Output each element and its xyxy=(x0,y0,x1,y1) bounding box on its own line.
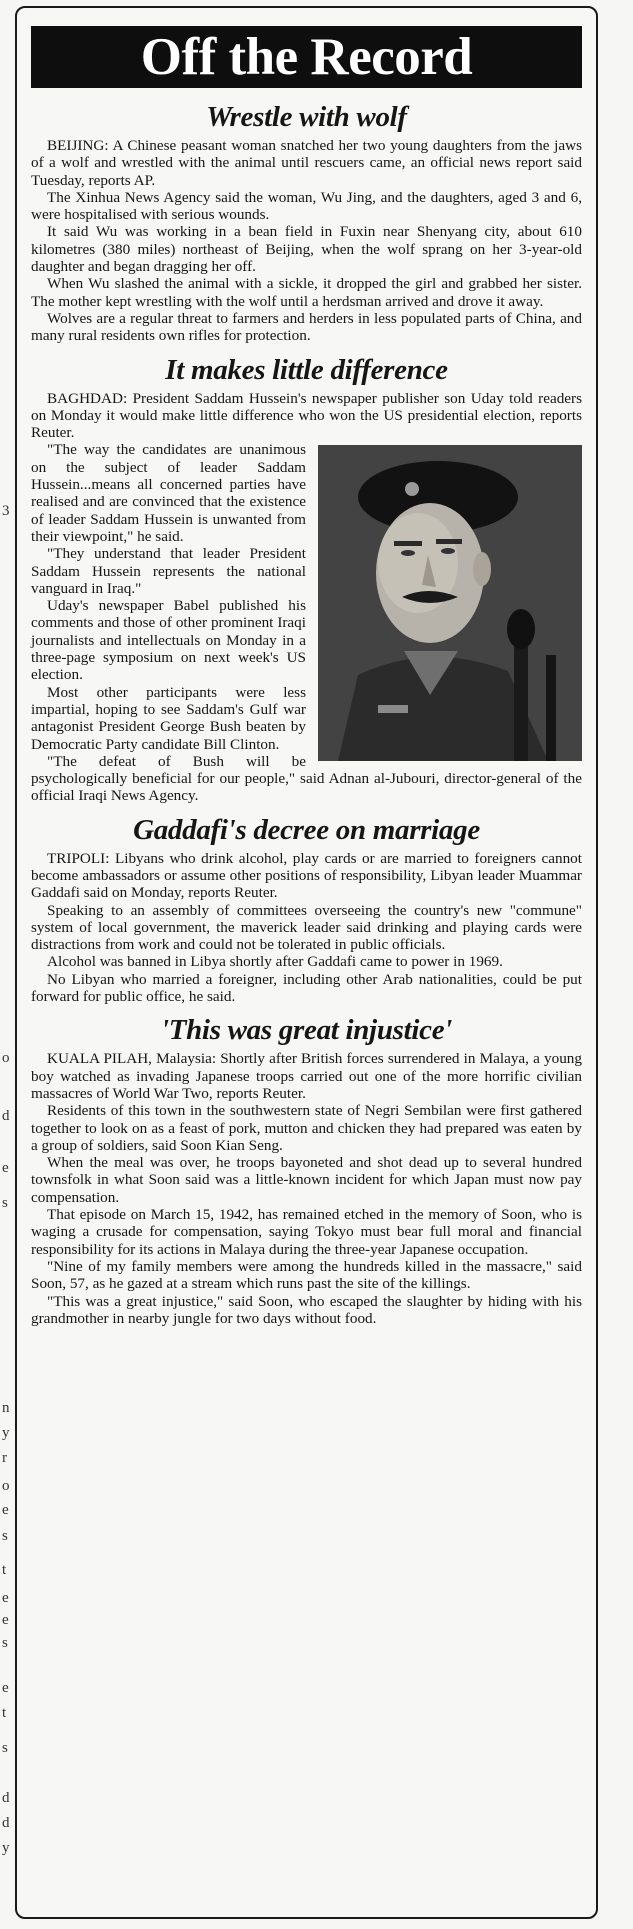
story-paragraph: No Libyan who married a foreigner, including other Arab nationalities, could be put forward for public office, he said. xyxy=(31,970,582,1006)
margin-fragment: 3 xyxy=(2,503,10,519)
margin-fragment: y xyxy=(2,1840,10,1856)
story-headline: Wrestle with wolf xyxy=(206,101,407,133)
margin-fragment: o xyxy=(2,1478,10,1494)
story-paragraph: "Nine of my family members were among the hundreds killed in the massacre," said Soon, 57, as he gazed at a stream which runs past the site of the killings. xyxy=(31,1257,582,1293)
story-paragraph: When the meal was over, he troops bayoneted and shot dead up to several hundred townsfolk in what Soon said was a little-known incident for which Japan must now pay compensation. xyxy=(31,1154,582,1206)
margin-fragment: e xyxy=(2,1502,9,1518)
story-paragraph: BAGHDAD: President Saddam Hussein's newspaper publisher son Uday told readers on Monday it would make little difference who won the US presidential election, reports Reuter. xyxy=(31,389,582,442)
story-paragraph: That episode on March 15, 1942, has remained etched in the memory of Soon, who is waging a crusade for compensation, saying Tokyo must bear full moral and financial responsibility for its actions in Malaya during the three-year Japanese occupation. xyxy=(31,1206,582,1258)
story-headline: Gaddafi's decree on marriage xyxy=(133,813,480,846)
portrait-illustration xyxy=(318,445,582,761)
story-paragraph: "They understand that leader President Saddam Hussein represents the national vanguard in Iraq." xyxy=(31,545,306,597)
story-wrestle-with-wolf xyxy=(31,100,582,345)
story-paragraph: TRIPOLI: Libyans who drink alcohol, play cards or are married to foreigners cannot become ambassadors or assume other positions of responsibility, Libyan leader Muammar Gaddafi said on Monday, reports Reuter. xyxy=(31,849,582,902)
story-paragraph: Wolves are a regular threat to farmers and herders in less populated parts of China, and many rural residents own rifles for protection. xyxy=(31,309,582,345)
story-headline: It makes little difference xyxy=(165,353,448,386)
story-paragraph: It said Wu was working in a bean field in Fuxin near Shenyang city, about 610 kilometres (380 miles) northeast of Beijing, when the wolf sprang on her 3-year-old daughter and began dragging her off. xyxy=(31,223,582,276)
story-paragraph: Residents of this town in the southwestern state of Negri Sembilan were first gathered together to look on as a feast of pork, mutton and chicken they had prepared was eaten by a group of soldiers, said Soon Kian Seng. xyxy=(31,1102,582,1154)
margin-fragment: t xyxy=(2,1705,7,1721)
margin-fragment: s xyxy=(2,1528,8,1544)
story-paragraph: "The way the candidates are unanimous on the subject of leader Saddam Hussein...means all concerned parties have realised and are convinced that the existence of leader Saddam Hussein is unwanted from their viewpoint," he said. xyxy=(31,441,306,545)
masthead: Off the Record xyxy=(31,26,582,88)
story-paragraph: Most other participants were less impartial, hoping to see Saddam's Gulf war antagonist President George Bush beaten by Democratic Party candidate Bill Clinton. xyxy=(31,683,306,753)
story-paragraph: "The defeat of Bush will be psychologically beneficial for our people," said Adnan al-Jubouri, director-general of the official Iraqi News Agency. xyxy=(31,752,582,805)
story-great-injustice xyxy=(31,1013,582,1327)
margin-fragment: t xyxy=(2,1562,7,1578)
column-content xyxy=(17,88,596,1327)
margin-fragment: y xyxy=(2,1425,10,1441)
column-frame xyxy=(15,6,598,1919)
story-paragraph: When Wu slashed the animal with a sickle, it dropped the girl and grabbed her sister. The mother kept wrestling with the wolf until a herdsman arrived and drove it away. xyxy=(31,275,582,310)
margin-fragment: e xyxy=(2,1680,9,1696)
story-little-difference xyxy=(31,353,582,805)
margin-fragment: e xyxy=(2,1612,9,1628)
margin-fragment: d xyxy=(2,1790,10,1806)
story-paragraph: Speaking to an assembly of committees overseeing the country's new "commune" system of local government, the maverick leader said drinking and playing cards were distractions from work and could not be tolerated in public officials. xyxy=(31,901,582,954)
saddam-hussein-photo xyxy=(318,445,582,761)
margin-fragment: d xyxy=(2,1108,10,1124)
story-paragraph: The Xinhua News Agency said the woman, Wu Jing, and the daughters, aged 3 and 6, were hospitalised with serious wounds. xyxy=(31,188,582,224)
margin-fragment: s xyxy=(2,1740,8,1756)
margin-fragment: e xyxy=(2,1590,9,1606)
margin-fragment: s xyxy=(2,1635,8,1651)
story-paragraph: KUALA PILAH, Malaysia: Shortly after British forces surrendered in Malaya, a young boy watched as invading Japanese troops carried out one of the more horrific civilian massacres of World War Two, reports Reuter. xyxy=(31,1050,582,1102)
margin-fragment: e xyxy=(2,1160,9,1176)
margin-fragment: r xyxy=(2,1450,7,1466)
margin-fragment: o xyxy=(2,1050,10,1066)
story-headline: 'This was great injustice' xyxy=(160,1014,453,1047)
story-paragraph: Alcohol was banned in Libya shortly after Gaddafi came to power in 1969. xyxy=(47,953,503,971)
story-paragraph: "This was a great injustice," said Soon, who escaped the slaughter by hiding with his grandmother in nearby jungle for two days without food. xyxy=(31,1292,582,1327)
story-gaddafi-decree xyxy=(31,813,582,1006)
margin-fragment: n xyxy=(2,1400,10,1416)
margin-fragment: d xyxy=(2,1815,10,1831)
margin-fragment: s xyxy=(2,1195,8,1211)
adjacent-column-fragments xyxy=(0,0,14,1929)
story-paragraph: BEIJING: A Chinese peasant woman snatched her two young daughters from the jaws of a wolf and wrestled with the animal until rescuers came, an official news report said Tuesday, reports AP. xyxy=(31,137,582,189)
story-paragraph: Uday's newspaper Babel published his comments and those of other prominent Iraqi journalists and intellectuals on Monday in a three-page symposium on next week's US election. xyxy=(31,597,306,684)
